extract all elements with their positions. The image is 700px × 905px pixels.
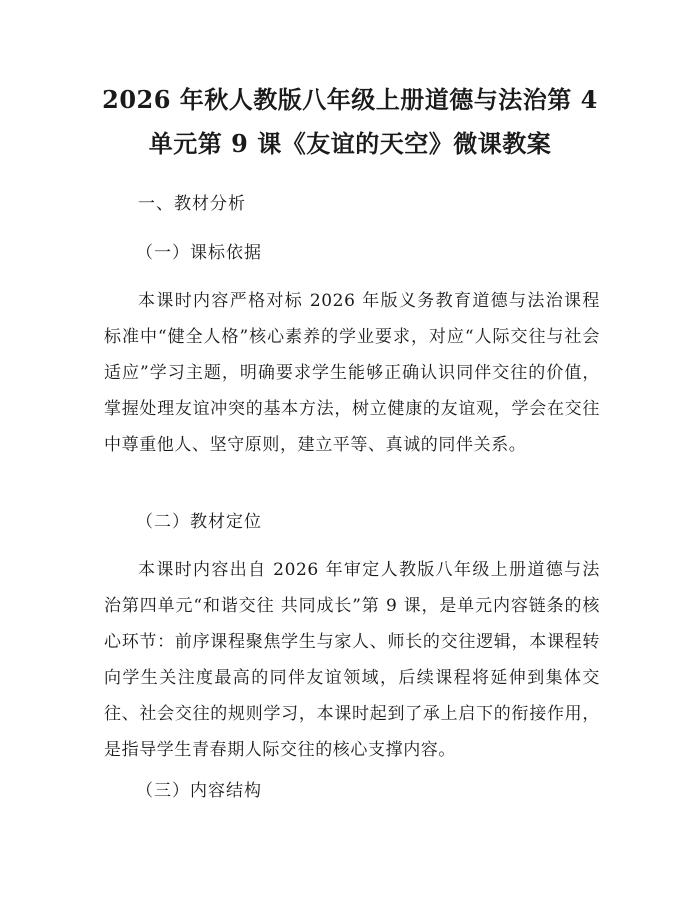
subsection-heading-content-structure: （三）内容结构 [136, 781, 262, 801]
paragraph-curriculum-basis: 本课时内容严格对标 2026 年版义务教育道德与法治课程标准中“健全人格”核心素养的学业要求，对应“人际交往与社会适应”学习主题，明确要求学生能够正确认识同伴交往的价值，掌握处理友谊冲突的基本方法，树立健康的友谊观，学会在交往中尊重他人、坚守原则，建立平等、真诚的同伴关系。 [104, 291, 600, 455]
paragraph-textbook-positioning: 本课时内容出自 2026 年审定人教版八年级上册道德与法治第四单元“和谐交往 共同成长”第 9 课，是单元内容链条的核心环节：前序课程聚焦学生与家人、师长的交往逻辑，本课程转向学生关注度最高的同伴友谊领域，后续课程将延伸到集体交往、社会交往的规则学习，本课时起到了承上启下的衔接作用，是指导学生青春期人际交往的核心支撑内容。 [104, 560, 600, 760]
subsection-heading-textbook-positioning: （二）教材定位 [136, 512, 262, 532]
document-title: 2026 年秋人教版八年级上册道德与法治第 4 单元第 9 课《友谊的天空》微课教案 [102, 85, 598, 158]
subsection-heading-curriculum-basis: （一）课标依据 [136, 243, 262, 263]
section-heading-textbook-analysis: 一、教材分析 [138, 194, 246, 214]
